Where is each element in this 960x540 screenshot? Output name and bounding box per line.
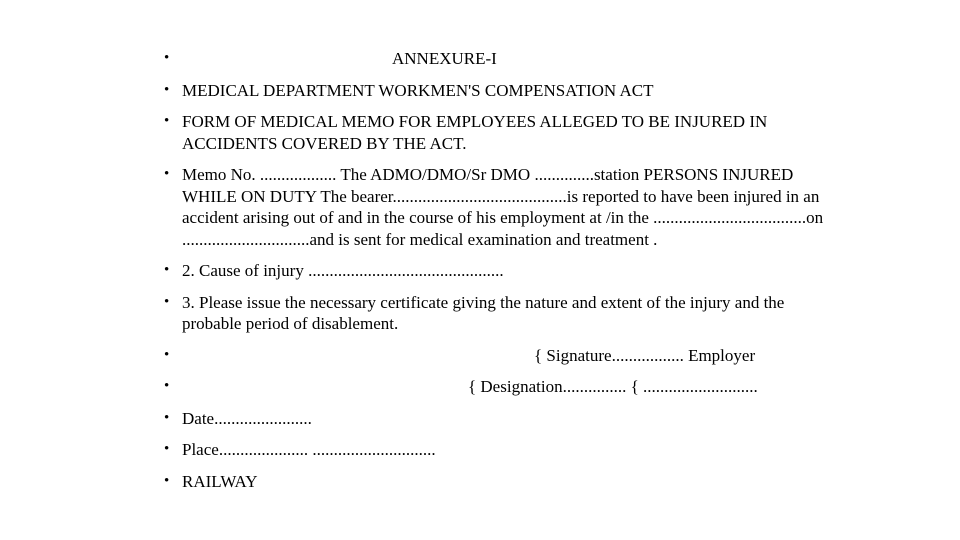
bullet-icon: •: [164, 262, 170, 278]
bullet-icon: •: [164, 441, 170, 457]
bullet-icon: •: [164, 472, 170, 489]
bullet-icon: •: [164, 113, 170, 129]
date-line: Date.......................: [182, 408, 312, 428]
bullet-icon: •: [164, 166, 170, 182]
act-title: MEDICAL DEPARTMENT WORKMEN'S COMPENSATION ACT: [182, 80, 654, 100]
place-line: Place..................... .............................: [182, 440, 436, 459]
list-item-signature: [160, 345, 840, 367]
list-item-date: [160, 408, 840, 430]
list-item-annexure-heading: [160, 48, 840, 70]
list-item-place: [160, 439, 840, 461]
form-title: FORM OF MEDICAL MEMO FOR EMPLOYEES ALLEGED TO BE INJURED IN ACCIDENTS COVERED BY THE ACT.: [182, 112, 768, 153]
bullet-icon: •: [164, 378, 170, 394]
signature-line: { Signature................. Employer: [534, 345, 756, 365]
designation-line: { Designation............... { ...........................: [468, 377, 758, 396]
railway-line: RAILWAY: [182, 471, 258, 491]
bullet-icon: •: [164, 81, 170, 98]
bullet-icon: •: [164, 346, 170, 363]
list-item-certificate: [160, 292, 840, 335]
bullet-icon: •: [164, 293, 170, 310]
memo-paragraph: Memo No. .................. The ADMO/DMO/Sr DMO ..............station PERSONS INJURED WHILE ON DUTY The bearer.........................................is reported to have been injured in an accident arising out of and in the course of his employment at /in the ....................................on ..............................and is sent for medical examination and treatment .: [182, 165, 824, 249]
annexure-heading: ANNEXURE-I: [392, 49, 497, 68]
list-item-railway: [160, 471, 840, 493]
bullet-icon: •: [164, 50, 170, 66]
certificate-request: 3. Please issue the necessary certificate giving the nature and extent of the injury and the probable period of disablement.: [182, 292, 785, 333]
list-item-cause: [160, 260, 840, 282]
list-item-form-title: [160, 111, 840, 154]
bullet-icon: •: [164, 409, 170, 426]
list-item-act-title: [160, 80, 840, 102]
list-item-designation: [160, 376, 840, 398]
list-item-memo: [160, 164, 840, 250]
bullet-list: [160, 48, 840, 502]
cause-of-injury: 2. Cause of injury ..............................................: [182, 261, 504, 280]
